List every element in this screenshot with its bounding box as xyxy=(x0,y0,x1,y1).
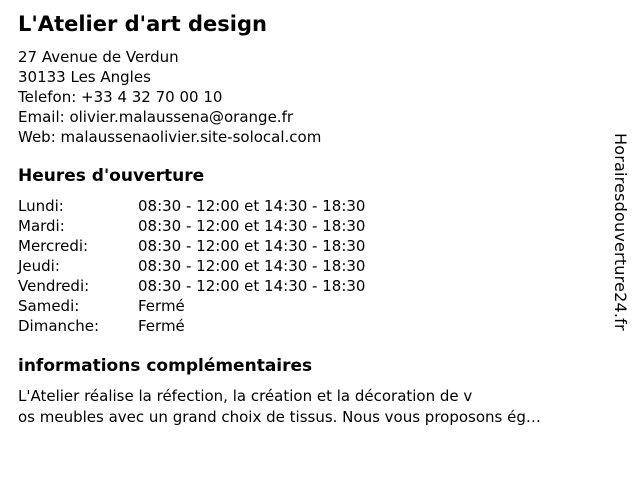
business-info-page xyxy=(18,12,618,428)
hours-row-wednesday xyxy=(18,236,618,256)
contact-block xyxy=(18,47,618,147)
website-line: Web: malaussenaolivier.site-solocal.com xyxy=(18,128,322,146)
day-label: Dimanche: xyxy=(18,317,100,335)
info-text-line: L'Atelier réalise la réfection, la création et la décoration de v xyxy=(18,387,473,405)
hours-row-sunday xyxy=(18,316,618,336)
hours-row-monday xyxy=(18,196,618,216)
day-hours: 08:30 - 12:00 et 14:30 - 18:30 xyxy=(138,237,366,255)
day-label: Vendredi: xyxy=(18,277,90,295)
day-hours: 08:30 - 12:00 et 14:30 - 18:30 xyxy=(138,217,366,235)
day-label: Samedi: xyxy=(18,297,80,315)
day-label: Lundi: xyxy=(18,197,64,215)
day-label: Mercredi: xyxy=(18,237,89,255)
phone-line: Telefon: +33 4 32 70 00 10 xyxy=(18,88,223,106)
page-title: L'Atelier d'art design xyxy=(18,12,267,36)
hours-row-saturday xyxy=(18,296,618,316)
additional-info-heading: informations complémentaires xyxy=(18,356,313,376)
day-hours: Fermé xyxy=(138,317,185,335)
day-hours: 08:30 - 12:00 et 14:30 - 18:30 xyxy=(138,257,366,275)
additional-info-text xyxy=(18,386,618,428)
hours-row-thursday xyxy=(18,256,618,276)
opening-hours-heading: Heures d'ouverture xyxy=(18,166,205,186)
address-line-1: 27 Avenue de Verdun xyxy=(18,48,179,66)
info-text-line: os meubles avec un grand choix de tissus. Nous vous proposons ég… xyxy=(18,408,541,426)
day-label: Jeudi: xyxy=(18,257,60,275)
day-hours: 08:30 - 12:00 et 14:30 - 18:30 xyxy=(138,277,366,295)
day-hours: 08:30 - 12:00 et 14:30 - 18:30 xyxy=(138,197,366,215)
address-line-2: 30133 Les Angles xyxy=(18,68,151,86)
hours-row-friday xyxy=(18,276,618,296)
day-hours: Fermé xyxy=(138,297,185,315)
email-line: Email: olivier.malaussena@orange.fr xyxy=(18,108,294,126)
opening-hours-table xyxy=(18,196,618,336)
hours-row-tuesday xyxy=(18,216,618,236)
day-label: Mardi: xyxy=(18,217,65,235)
watermark-branding: Horairesdouverture24.fr xyxy=(611,133,630,331)
